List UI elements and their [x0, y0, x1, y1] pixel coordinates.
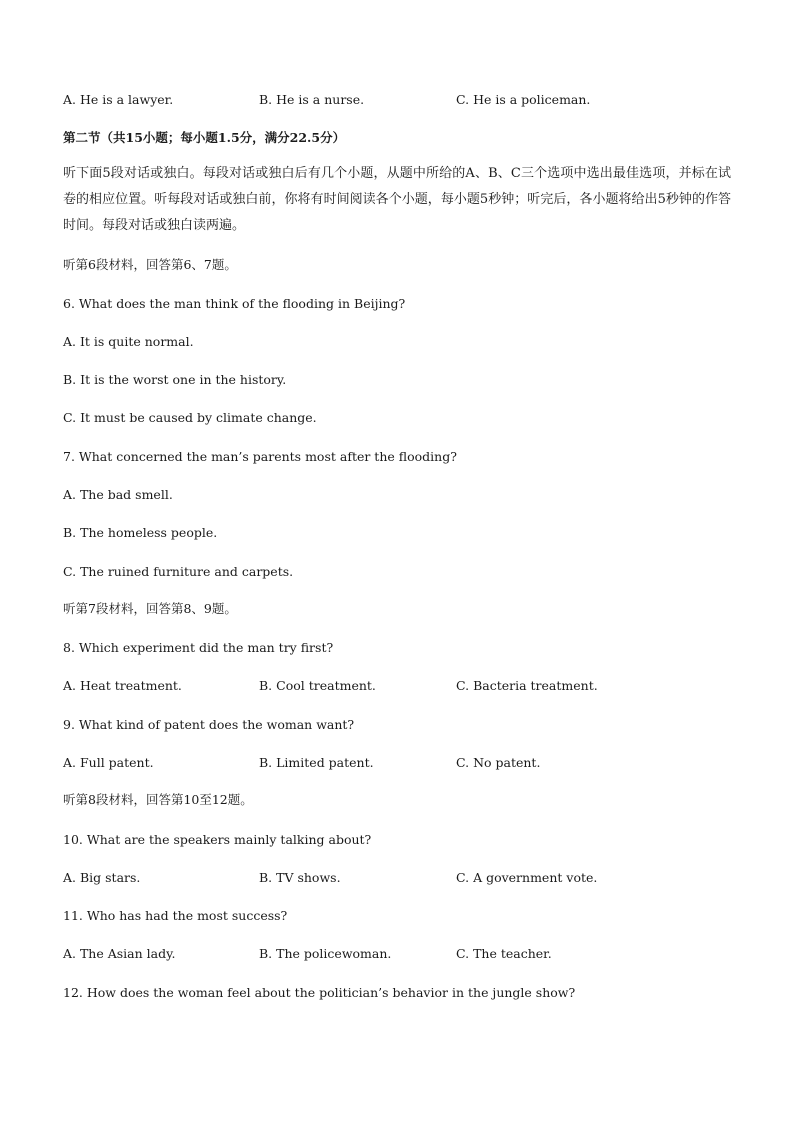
q6-option-c: C. It must be caused by climate change. [63, 410, 317, 425]
q7-option-c: C. The ruined furniture and carpets. [63, 564, 294, 579]
q9-option-a: A. Full patent. [63, 755, 154, 770]
q8-option-c: C. Bacteria treatment. [456, 678, 598, 693]
question-11: 11. Who has had the most success? [63, 908, 288, 923]
q7-option-a: A. The bad smell. [63, 487, 173, 502]
question-8: 8. Which experiment did the man try first? [63, 640, 334, 655]
q5-option-a: A. He is a lawyer. [63, 92, 174, 107]
question-9: 9. What kind of patent does the woman want? [63, 717, 355, 732]
q9-option-c: C. No patent. [456, 755, 541, 770]
q11-option-c: C. The teacher. [456, 946, 552, 961]
material-8-intro: 听第8段材料，回答第10至12题。 [63, 792, 253, 807]
question-7: 7. What concerned the man’s parents most after the flooding? [63, 449, 457, 464]
q8-option-b: B. Cool treatment. [259, 678, 376, 693]
q7-option-b: B. The homeless people. [63, 525, 218, 540]
q6-option-a: A. It is quite normal. [63, 334, 194, 349]
material-6-intro: 听第6段材料，回答第6、7题。 [63, 257, 237, 272]
q10-option-a: A. Big stars. [63, 870, 141, 885]
material-7-intro: 听第7段材料，回答第8、9题。 [63, 601, 237, 616]
q9-option-b: B. Limited patent. [259, 755, 374, 770]
q8-option-a: A. Heat treatment. [63, 678, 182, 693]
q11-option-a: A. The Asian lady. [63, 946, 176, 961]
q5-option-b: B. He is a nurse. [259, 92, 365, 107]
question-12: 12. How does the woman feel about the politician’s behavior in the jungle show? [63, 985, 576, 1000]
q5-option-c: C. He is a policeman. [456, 92, 591, 107]
q10-option-b: B. TV shows. [259, 870, 341, 885]
q11-option-b: B. The policewoman. [259, 946, 392, 961]
section-instructions: 听下面5段对话或独白。每段对话或独白后有几个小题，从题中所给的A、B、C三个选项中选出最佳选项，并标在试卷的相应位置。听每段对话或独白前，你将有时间阅读各个小题，每小题5秒钟；听完后，各小题将给出5秒钟的作答时间。每段对话或独白读两遍。 [63, 166, 731, 233]
question-6: 6. What does the man think of the flooding in Beijing? [63, 296, 406, 311]
q10-option-c: C. A government vote. [456, 870, 598, 885]
question-10: 10. What are the speakers mainly talking about? [63, 832, 372, 847]
q6-option-b: B. It is the worst one in the history. [63, 372, 287, 387]
section-heading: 第二节（共15小题；每小题1.5分，满分22.5分） [63, 130, 346, 145]
